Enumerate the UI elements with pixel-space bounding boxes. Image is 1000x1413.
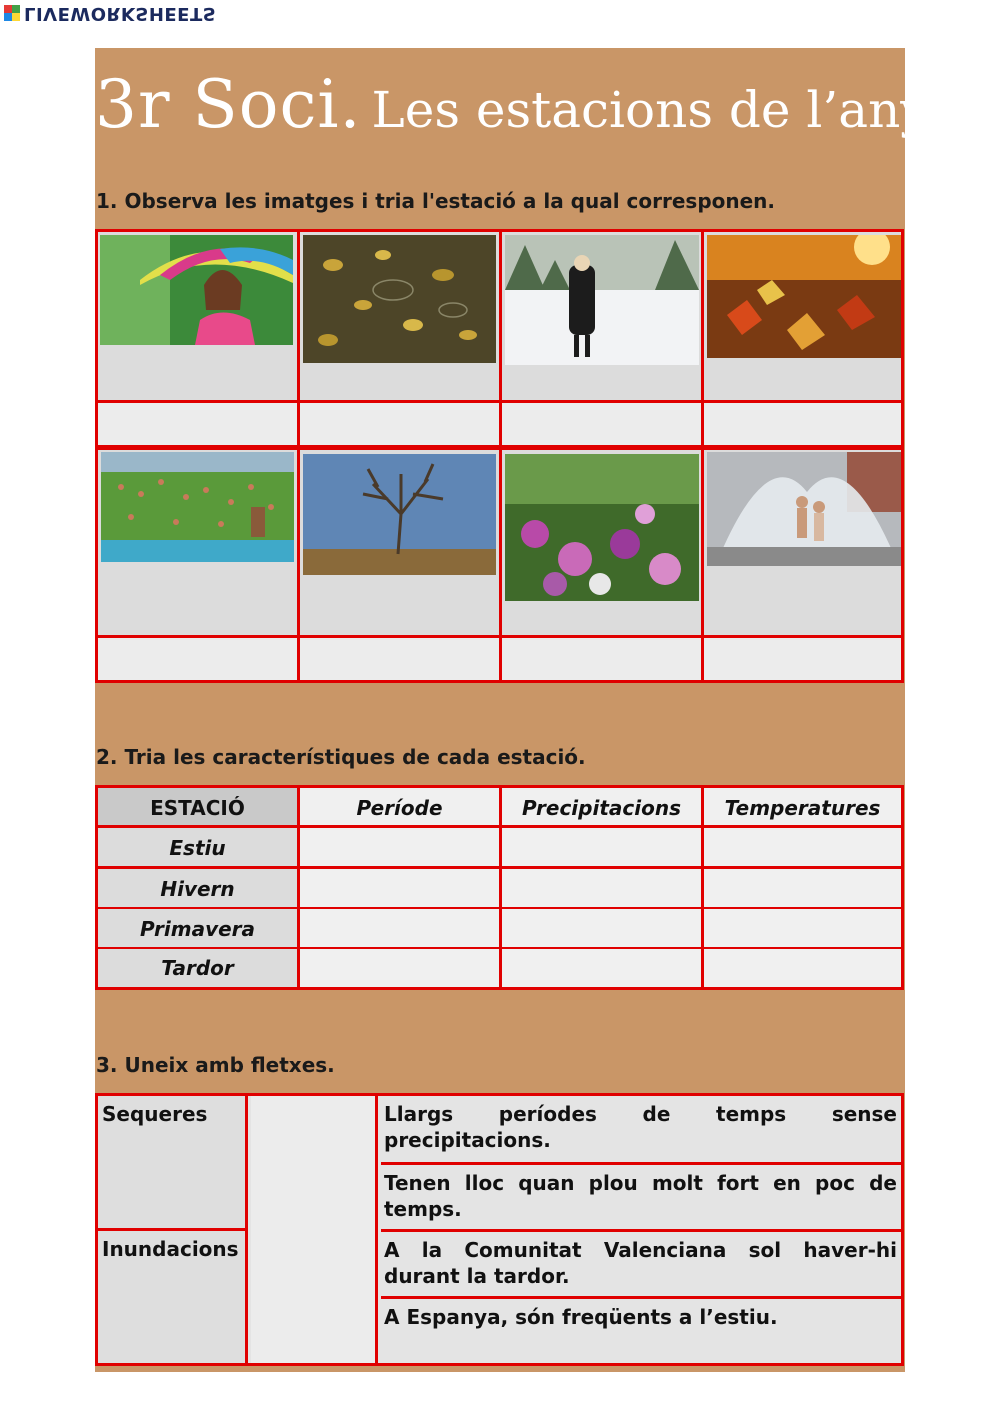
match-left-item[interactable]: Inundacions: [102, 1237, 239, 1261]
periode-dropdown[interactable]: [300, 828, 502, 868]
answer-field[interactable]: [704, 400, 901, 445]
image-cell: [502, 232, 704, 445]
section2-heading: 2. Tria les característiques de cada estació.: [96, 745, 586, 769]
season-label: Primavera: [98, 909, 300, 949]
arrow-area[interactable]: [251, 1096, 378, 1363]
logo-text: LIVEWORKSHEETS: [24, 2, 217, 24]
season-label: Tardor: [98, 949, 300, 987]
precipitacions-dropdown[interactable]: [502, 909, 704, 949]
matching-table: [95, 1093, 904, 1366]
match-right-item[interactable]: A Espanya, són freqüents a l’estiu.: [384, 1305, 778, 1329]
liveworksheets-logo-icon: [4, 5, 20, 21]
table-row: [98, 949, 901, 987]
image-cell: [704, 232, 901, 445]
answer-field[interactable]: [300, 400, 499, 445]
autumn-leaves-image: [707, 235, 901, 358]
leaves-in-water-image: [303, 235, 496, 363]
temperatures-dropdown[interactable]: [704, 828, 901, 868]
characteristics-table: [95, 785, 904, 990]
worksheet: [95, 48, 929, 1372]
header-periode: Període: [300, 788, 502, 828]
answer-field[interactable]: [98, 400, 297, 445]
season-label: Estiu: [98, 828, 300, 868]
table-row: [98, 909, 901, 949]
spring-flowers-image: [505, 454, 699, 601]
title-part1: 3r Soci.: [95, 66, 362, 143]
image-cell: [98, 450, 300, 680]
children-fountain-image: [707, 452, 901, 566]
answer-field[interactable]: [502, 635, 701, 680]
right-column: [381, 1096, 901, 1363]
table-row: [98, 869, 901, 909]
periode-dropdown[interactable]: [300, 949, 502, 987]
match-right-item[interactable]: Tenen lloc quan plou molt fort en poc de temps.: [384, 1171, 897, 1221]
logo: [4, 2, 216, 24]
header-temperatures: Temperatures: [704, 788, 901, 828]
section3-heading: 3. Uneix amb fletxes.: [96, 1053, 335, 1077]
image-cell: [300, 232, 502, 445]
precipitacions-dropdown[interactable]: [502, 828, 704, 868]
girl-umbrella-rain-image: [100, 235, 293, 345]
woman-snow-image: [505, 235, 699, 365]
match-right-item[interactable]: A la Comunitat Valenciana sol haver-hi durant la tardor.: [384, 1238, 897, 1288]
header-precipitacions: Precipitacions: [502, 788, 704, 828]
image-cell: [502, 450, 704, 680]
temperatures-dropdown[interactable]: [704, 869, 901, 909]
match-left-item[interactable]: Sequeres: [102, 1102, 208, 1126]
image-cell: [704, 450, 901, 680]
title-part2: Les estacions de l’any: [371, 81, 929, 139]
periode-dropdown[interactable]: [300, 869, 502, 909]
season-label: Hivern: [98, 869, 300, 909]
swimming-pool-crowd-image: [101, 452, 294, 562]
answer-field[interactable]: [300, 635, 499, 680]
bare-tree-image: [303, 454, 496, 575]
page-title: [95, 66, 929, 143]
precipitacions-dropdown[interactable]: [502, 869, 704, 909]
header-estacio: ESTACIÓ: [98, 788, 300, 828]
temperatures-dropdown[interactable]: [704, 949, 901, 987]
image-cell: [300, 450, 502, 680]
left-column: [98, 1096, 248, 1363]
answer-field[interactable]: [704, 635, 901, 680]
image-grid-row2: [95, 447, 904, 683]
temperatures-dropdown[interactable]: [704, 909, 901, 949]
match-right-item[interactable]: Llargs períodes de temps sense precipitacions.: [384, 1102, 897, 1152]
section1-heading: 1. Observa les imatges i tria l'estació a la qual corresponen.: [96, 189, 776, 213]
answer-field[interactable]: [502, 400, 701, 445]
precipitacions-dropdown[interactable]: [502, 949, 704, 987]
periode-dropdown[interactable]: [300, 909, 502, 949]
table-header-row: [98, 788, 901, 828]
table-row: [98, 828, 901, 868]
image-grid-row1: [95, 229, 904, 448]
answer-field[interactable]: [98, 635, 297, 680]
image-cell: [98, 232, 300, 445]
